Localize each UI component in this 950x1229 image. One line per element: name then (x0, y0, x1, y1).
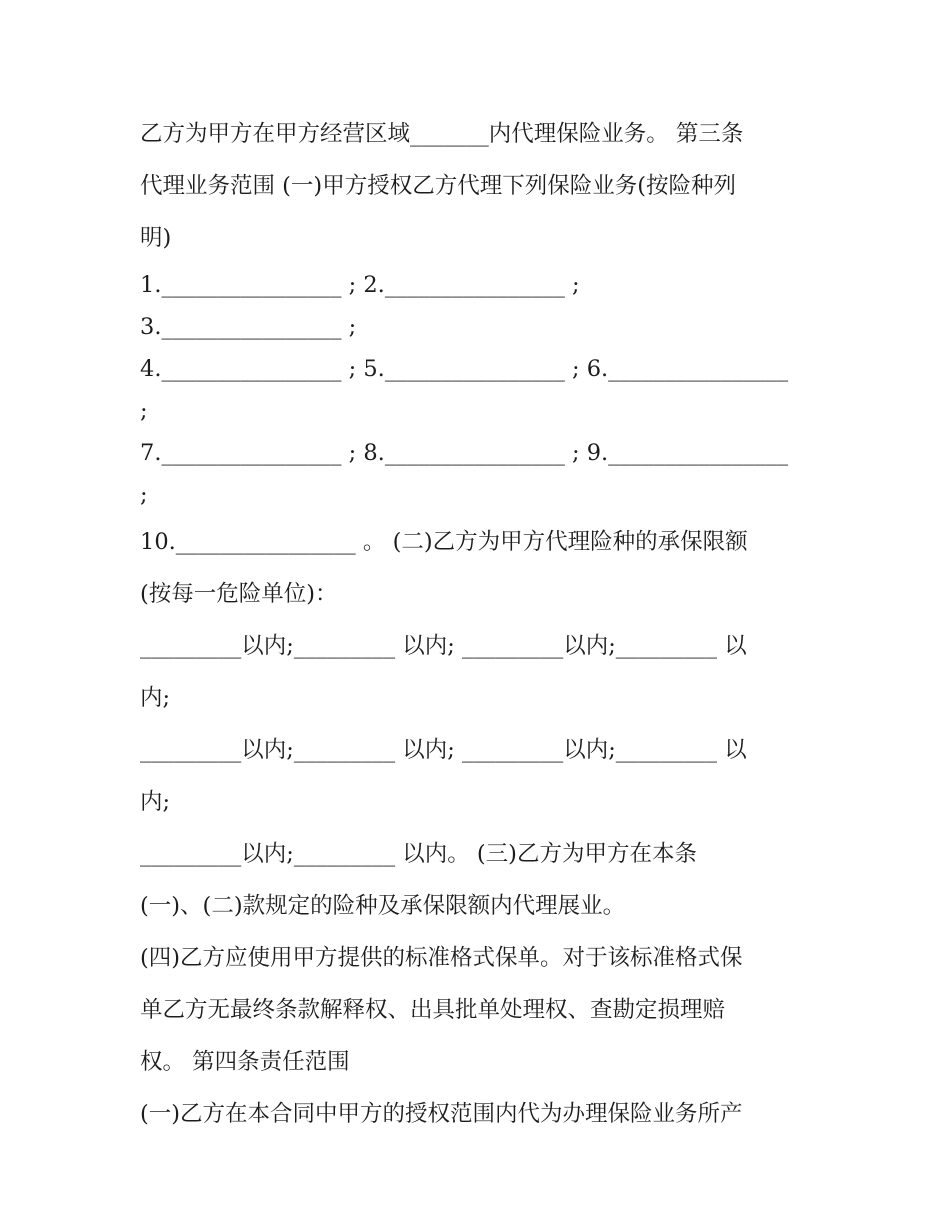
paragraph-line: 单乙方无最终条款解释权、出具批单处理权、查勘定损理赔 (140, 997, 726, 1023)
blank-fill-line: 3.________________ ; (140, 314, 357, 340)
blank-fill-line: ; (140, 482, 148, 508)
paragraph-line: (按每一危险单位)： (140, 581, 338, 607)
paragraph-line: _________以内;_________ 以内; _________以内;_________ 以 (140, 633, 747, 659)
paragraph-line: 权。 第四条责任范围 (140, 1049, 350, 1075)
paragraph-line: (一)、(二)款规定的险种及承保限额内代理展业。 (140, 893, 626, 919)
blank-fill-line: 1.________________ ; 2.________________ ; (140, 272, 580, 298)
paragraph-line: 代理业务范围 (一)甲方授权乙方代理下列保险业务(按险种列 (140, 173, 736, 199)
paragraph-line: 明) (140, 225, 172, 251)
paragraph-line: 10.________________ 。 (二)乙方为甲方代理险种的承保限额 (140, 529, 748, 555)
paragraph-line: (四)乙方应使用甲方提供的标准格式保单。对于该标准格式保 (140, 945, 743, 971)
paragraph-line: 内; (140, 789, 171, 815)
paragraph-line: _________以内;_________ 以内。 (三)乙方为甲方在本条 (140, 841, 697, 867)
paragraph-line: 内; (140, 685, 171, 711)
paragraph-line: _________以内;_________ 以内; _________以内;_________ 以 (140, 737, 747, 763)
blank-fill-line: ; (140, 398, 148, 424)
blank-fill-line: 4.________________ ; 5.________________ ; 6.________________ (140, 356, 789, 382)
paragraph-line: (一)乙方在本合同中甲方的授权范围内代为办理保险业务所产 (140, 1101, 743, 1127)
paragraph-line: 乙方为甲方在甲方经营区域_______内代理保险业务。 第三条 (140, 121, 744, 147)
blank-fill-line: 7.________________ ; 8.________________ ; 9.________________ (140, 440, 789, 466)
document-body (140, 108, 820, 1140)
